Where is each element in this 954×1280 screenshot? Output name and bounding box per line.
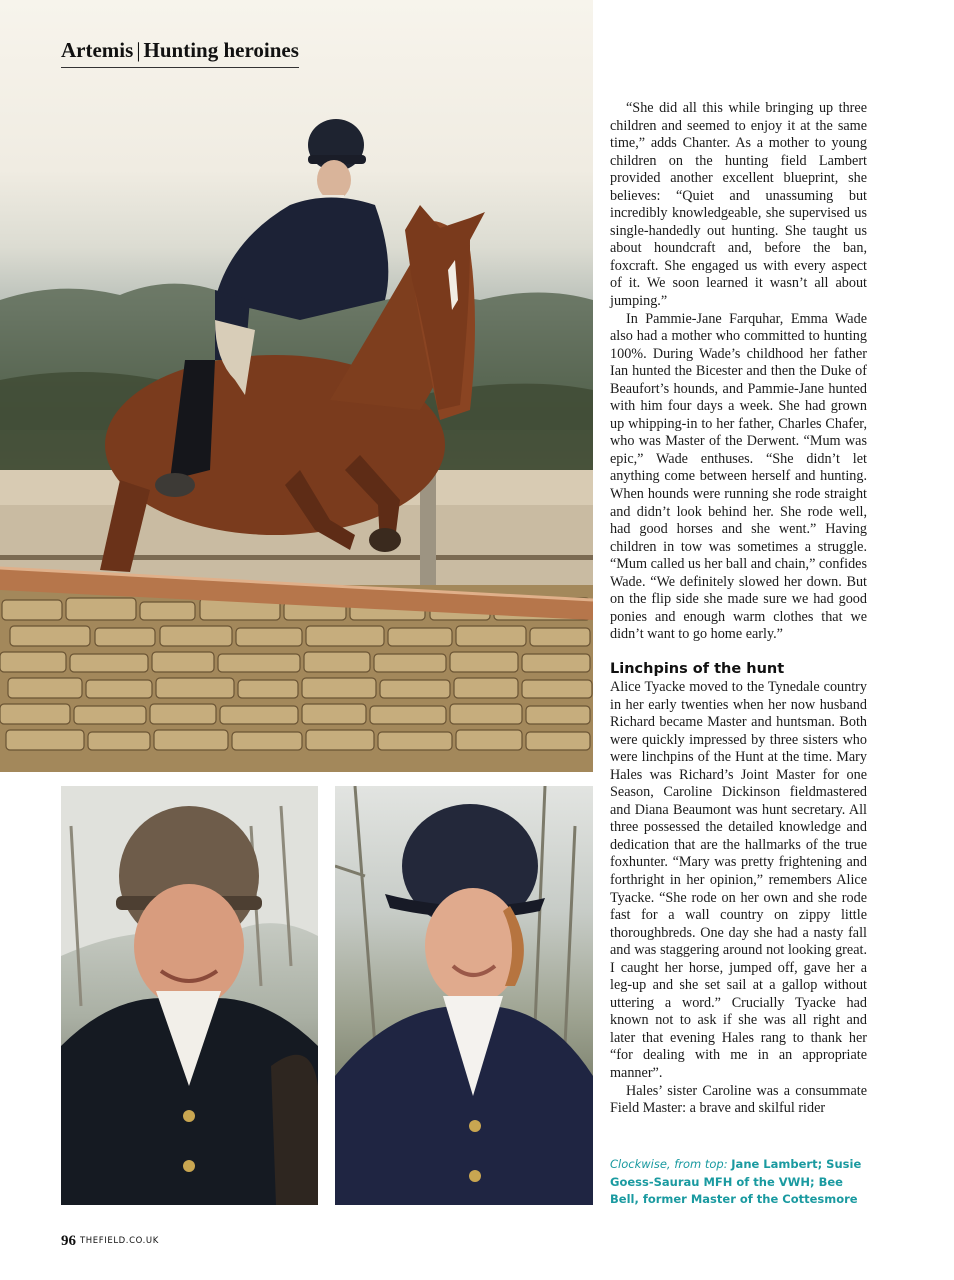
paragraph-hales-sister: Hales’ sister Caroline was a consummate Field Master: a brave and skilful rider <box>610 1082 867 1117</box>
header-title: Hunting heroines <box>143 38 299 62</box>
hero-photo-rider-jumping-wall <box>0 0 593 772</box>
section-header <box>61 38 299 68</box>
caption-lead: Clockwise, from top: <box>610 1157 728 1171</box>
paragraph-chanter-quote: “She did all this while bringing up three children and seemed to enjoy it at the same time,” adds Chanter. As a mother to young children on the hunting field Lambert provided another excellent blueprint, she believes: “Quiet and unassuming but incredibly knowledgeable, she supervised us single-handedly out hunting. She taught us about houndcraft and, before the ban, foxcraft. She engaged us with every aspect of it. We soon learned it wasn’t all about jumping.” <box>610 100 867 310</box>
portrait-right-illustration <box>335 786 593 1205</box>
page-footer <box>61 1233 159 1250</box>
header-section: Artemis <box>61 38 134 62</box>
article-text-column <box>610 100 867 1118</box>
caption-names: Jane Lambert; Susie Goess-Saurau MFH of the VWH; Bee Bell, former Master of the Cottesmore <box>610 1157 862 1206</box>
paragraph-farquhar: In Pammie-Jane Farquhar, Emma Wade also had a mother who committed to hunting 100%. During Wade’s childhood her father Ian hunted the Bicester and then the Duke of Beaufort’s hounds, and Pammie-Jane hunted with him four days a week. She had grown up whipping-in to her father, Charles Chafer, who was Master of the Derwent. “Mum was epic,” Wade enthuses. “She didn’t let anything come between herself and hunting. When hounds were running she rode straight and didn’t look behind her. She rode well, had good horses and she went.” Having children in tow was sometimes a struggle. “Mum called us her ball and chain,” confides Wade. “We definitely slowed her down. But on the flip side she made sure we had good ponies and enough warm clothes that we didn’t want to go home early.” <box>610 310 867 643</box>
portrait-photo-left <box>61 786 318 1205</box>
portrait-left-illustration <box>61 786 318 1205</box>
page-number: 96 <box>61 1233 76 1249</box>
portrait-photo-right <box>335 786 593 1205</box>
subheading: Linchpins of the hunt <box>610 660 785 677</box>
photo-caption <box>610 1156 872 1209</box>
hero-photo-illustration <box>0 0 593 772</box>
header-separator: | <box>136 38 141 62</box>
footer-site: THEFIELD.CO.UK <box>80 1236 159 1246</box>
paragraph-tyacke: Alice Tyacke moved to the Tynedale country in her early twenties when her now husband Richard became Master and huntsman. Both were quickly impressed by three sisters who were linchpins of the Hunt at the time. Mary Hales was Richard’s Joint Master for one Season, Caroline Dickinson fieldmastered and Diana Beaumont was hunt secretary. All three possessed the detailed knowledge and dedication that are the hallmarks of the true foxhunter. “Mary was pretty frightening and forthright in her opinion,” remembers Alice Tyacke. “She rode on her own and she rode fast for a wall country on zippy little thoroughbreds. One day she had a nasty fall and was staggering around not looking great. I caught her horse, jumped off, gave her a leg-up and she set sail at a gallop without uttering a word.” Crucially Tyacke had known not to ask if she was all right and later that evening Hales rang to thank her “for dealing with me in an appropriate manner”. <box>610 678 867 1081</box>
